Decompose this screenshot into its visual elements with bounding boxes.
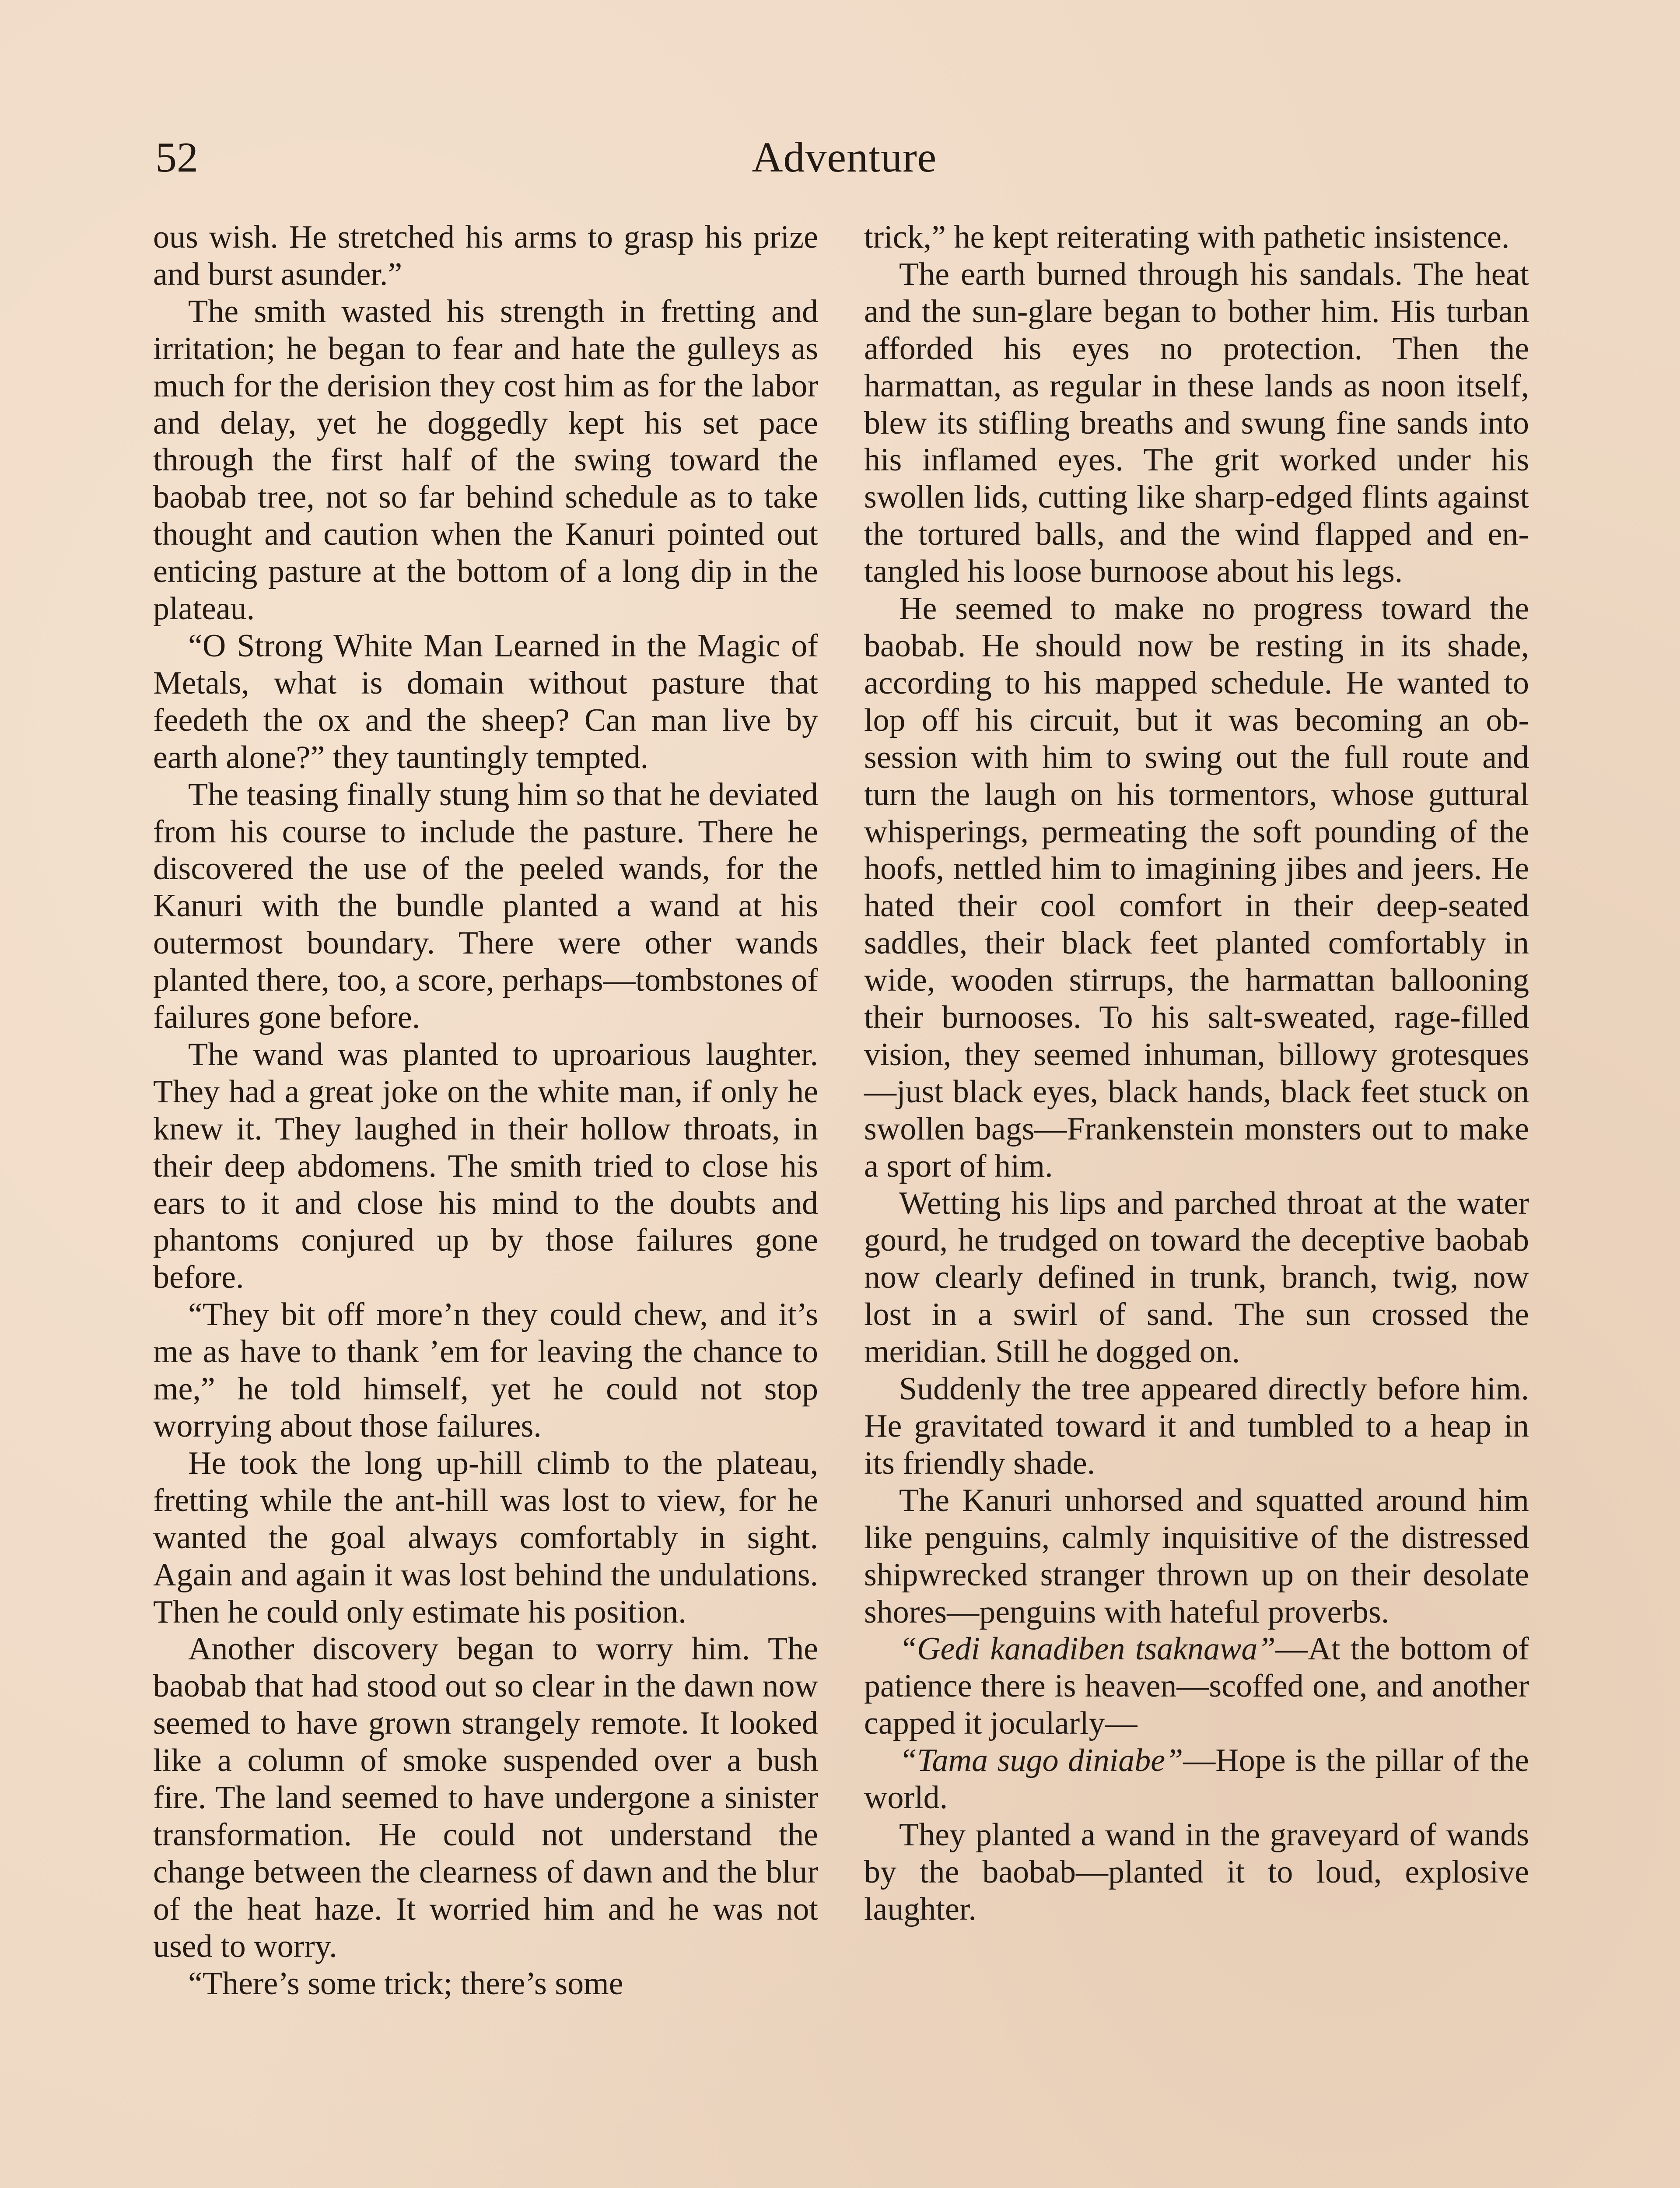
page-header bbox=[155, 131, 1533, 184]
right-column bbox=[864, 219, 1529, 1928]
paragraph: They planted a wand in the graveyard of wands by the baobab—planted it to loud, explosive laughter. bbox=[864, 1816, 1529, 1927]
paragraph: “There’s some trick; there’s some bbox=[188, 1965, 623, 2002]
paragraph: Suddenly the tree appeared directly before him. He gravitated toward it and tumbled to a heap in its friendly shade. bbox=[864, 1371, 1529, 1481]
proverb-italic: “Gedi kanadiben tsaknawa” bbox=[899, 1631, 1276, 1667]
paragraph: trick,” he kept reiterating with pathetic insistence. bbox=[864, 219, 1510, 255]
paragraph: The smith wasted his strength in fretting and irritation; he began to fear and hate the gulleys as much for the derision they cost him as for the labor and delay, yet he doggedly kept his set pace through the first half of the swing toward the baobab tree, not so far behind schedule as to take thought and caution when the Kanuri pointed out enticing pasture at the bottom of a long dip in the plateau. bbox=[153, 293, 818, 627]
left-column bbox=[153, 219, 818, 2002]
paragraph: He seemed to make no progress toward the baobab. He should now be resting in its shade, according to his mapped schedule. He wanted to lop off his circuit, but it was becoming an obsession with him to swing out the full route and turn the laugh on his tormentors, whose guttural whisperings, permeating the soft pounding of the hoofs, nettled him to imagining jibes and jeers. He hated their cool comfort in their deep-seated saddles, their black feet planted comfortably in wide, wooden stirrups, the harmattan ballooning their burnooses. To his salt-sweated, rage-filled vision, they seemed inhuman, billowy grotesques—just black eyes, black hands, black feet stuck on swollen bags—Frankenstein monsters out to make a sport of him. bbox=[864, 591, 1529, 1184]
page-number: 52 bbox=[155, 134, 198, 181]
paragraph: “O Strong White Man Learned in the Magic of Metals, what is domain without pasture that feedeth the ox and the sheep? Can man live by earth alone?” they tauntingly tempted. bbox=[153, 628, 818, 775]
paragraph bbox=[864, 1630, 1529, 1742]
paragraph: Wetting his lips and parched throat at the water gourd, he trudged on toward the deceptive baobab now clearly defined in trunk, branch, twig, now lost in a swirl of sand. The sun crossed the meridian. Still he dogged on. bbox=[864, 1185, 1529, 1370]
paragraph bbox=[864, 1742, 1529, 1816]
paragraph: The wand was planted to uproarious laughter. They had a great joke on the white man, if only he knew it. They laughed in their hollow throats, in their deep abdomens. The smith tried to close his ears to it and close his mind to the doubts and phantoms conjured up by those failures gone before. bbox=[153, 1036, 818, 1296]
proverb-translation: —Hope is the pillar of the world. bbox=[864, 1743, 1529, 1816]
proverb-translation: —At the bottom of patience there is heaven—scoffed one, and another capped it jocularly— bbox=[864, 1631, 1529, 1742]
proverb-italic: “Tama sugo diniabe” bbox=[899, 1743, 1183, 1779]
paragraph: “They bit off more’n they could chew, and it’s me as have to thank ’em for leaving the chance to me,” he told himself, yet he could not stop worrying about those failures. bbox=[153, 1297, 818, 1444]
paragraph: The earth burned through his sandals. The heat and the sun-glare began to bother him. His turban afforded his eyes no protection. Then the harmattan, as regular in these lands as noon itself, blew its stifling breaths and swung fine sands into his inflamed eyes. The grit worked under his swollen lids, cutting like sharp-edged flints against the tortured balls, and the wind flapped and entangled his loose burnoose about his legs. bbox=[864, 256, 1529, 590]
running-title: Adventure bbox=[752, 134, 937, 181]
paragraph: Another discovery began to worry him. The baobab that had stood out so clear in the dawn now seemed to have grown strangely remote. It looked like a column of smoke suspended over a bush fire. The land seemed to have undergone a sinister transformation. He could not understand the change between the clearness of dawn and the blur of the heat haze. It worried him and he was not used to worry. bbox=[153, 1631, 818, 1964]
paragraph: The Kanuri unhorsed and squatted around him like penguins, calmly inquisitive of the distressed shipwrecked stranger thrown up on their desolate shores—penguins with hateful proverbs. bbox=[864, 1482, 1529, 1630]
paragraph: The teasing finally stung him so that he deviated from his course to include the pasture. There he discovered the use of the peeled wands, for the Kanuri with the bundle planted a wand at his outermost boundary. There were other wands planted there, too, a score, perhaps—tombstones of failures gone before. bbox=[153, 776, 818, 1036]
paragraph: ous wish. He stretched his arms to grasp his prize and burst asunder.” bbox=[153, 219, 818, 292]
paragraph: He took the long up-hill climb to the plateau, fretting while the ant-hill was lost to view, for he wanted the goal always comfortably in sight. Again and again it was lost behind the undulations. Then he could only estimate his position. bbox=[153, 1445, 818, 1630]
